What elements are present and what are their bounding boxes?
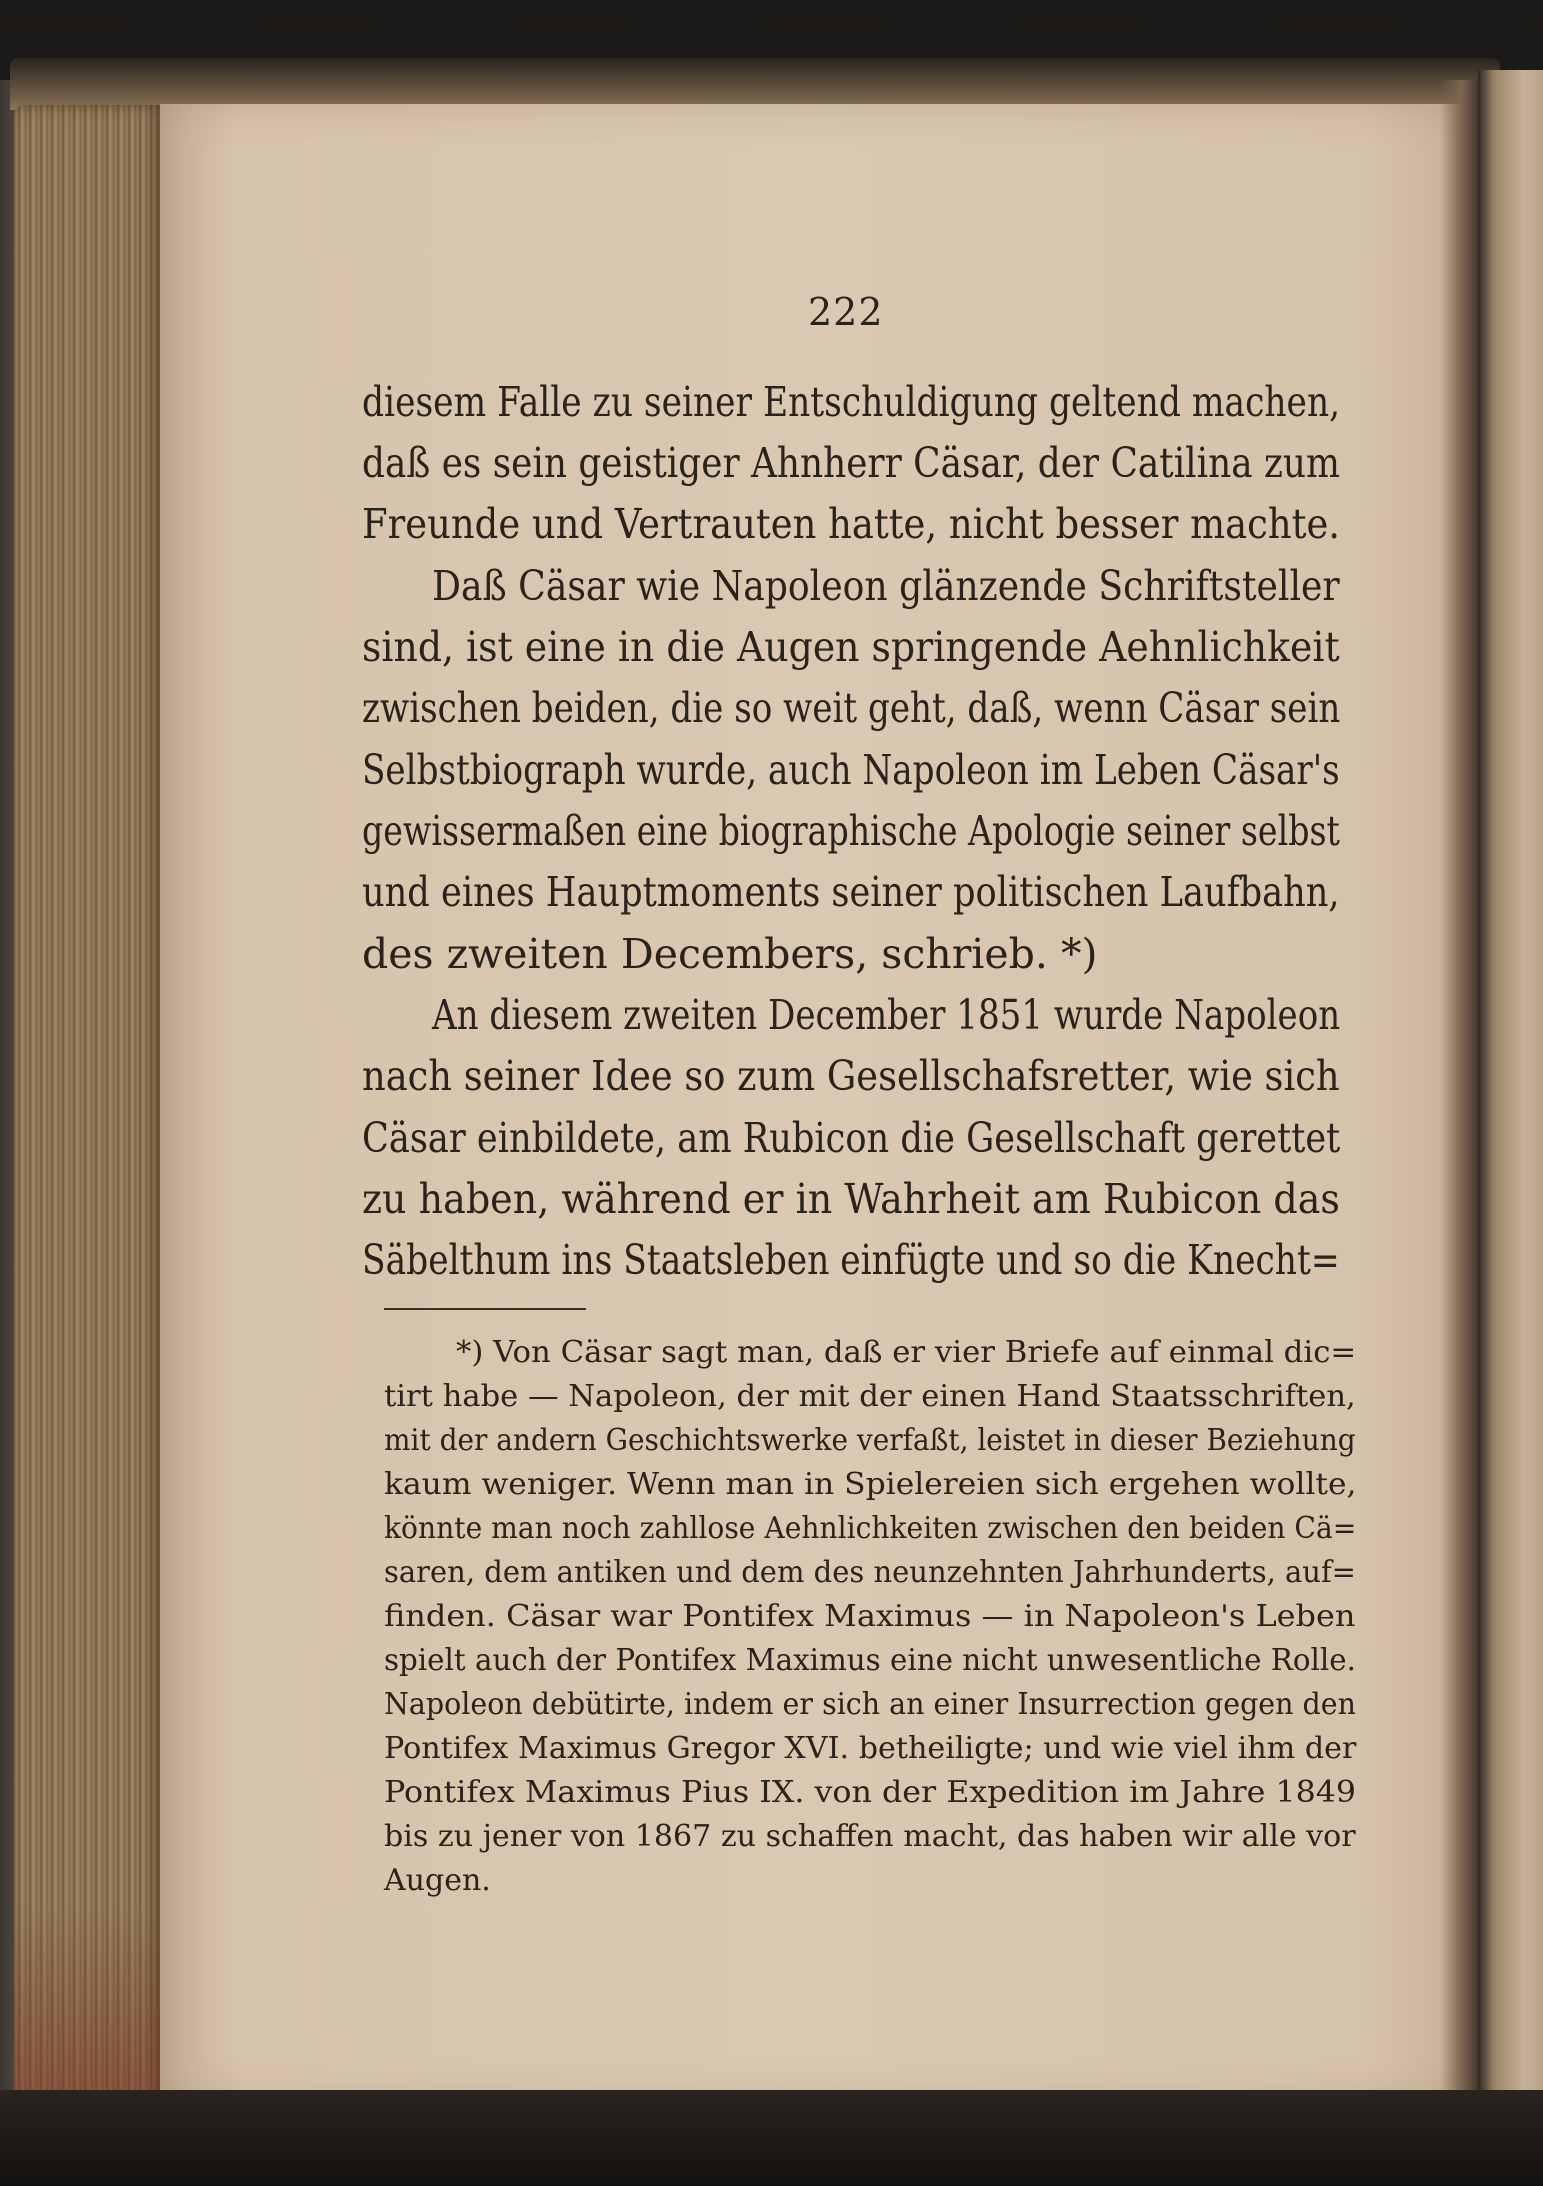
footnote-line: tirt habe — Napoleon, der mit der einen Hand Staatsschriften, [384,1379,1356,1414]
page-number: 222 [808,290,884,334]
facing-page [1478,70,1543,2130]
body-line: Selbstbiograph wurde, auch Napoleon im Leben Cäsar's [362,746,1340,794]
book-cover-bottom [0,2090,1543,2186]
body-line: diesem Falle zu seiner Entschuldigung geltend machen, [362,378,1341,426]
footnote-line: mit der andern Geschichtswerke verfaßt, leistet in dieser Beziehung [384,1423,1356,1458]
body-line: zu haben, während er in Wahrheit am Rubicon das [362,1175,1340,1223]
body-line: Cäsar einbildete, am Rubicon die Gesellschaft gerettet [362,1114,1341,1162]
book-gutter [1440,80,1480,2120]
body-line: nach seiner Idee so zum Gesellschafsretter, wie sich [362,1052,1340,1100]
page-edges [14,105,164,2105]
body-line: des zweiten Decembers, schrieb. *) [362,930,1098,978]
footnote-line: könnte man noch zahllose Aehnlichkeiten zwischen den beiden Cä= [384,1511,1357,1546]
footnote-line: Pontifex Maximus Gregor XVI. betheiligte; und wie viel ihm der [384,1731,1357,1766]
body-line: Freunde und Vertrauten hatte, nicht besser machte. [362,500,1341,548]
body-line: An diesem zweiten December 1851 wurde Napoleon [432,991,1341,1039]
footnote-line: Augen. [384,1863,491,1898]
footnote-line: saren, dem antiken und dem des neunzehnten Jahrhunderts, auf= [384,1555,1356,1590]
body-line: gewissermaßen eine biographische Apologie seiner selbst [362,807,1340,855]
body-line: Daß Cäsar wie Napoleon glänzende Schriftsteller [432,562,1340,610]
footnote-line: spielt auch der Pontifex Maximus eine nicht unwesentliche Rolle. [384,1643,1356,1678]
body-line: und eines Hauptmoments seiner politischen Laufbahn, [362,868,1340,916]
footnote-rule [384,1308,586,1310]
body-line: zwischen beiden, die so weit geht, daß, wenn Cäsar sein [362,684,1341,732]
footnote-line: kaum weniger. Wenn man in Spielereien sich ergehen wollte, [384,1467,1357,1502]
footnote-line: Napoleon debütirte, indem er sich an einer Insurrection gegen den [384,1687,1356,1722]
footnote-line: finden. Cäsar war Pontifex Maximus — in Napoleon's Leben [384,1599,1356,1634]
footnote-line: bis zu jener von 1867 zu schaffen macht, das haben wir alle vor [384,1819,1356,1854]
body-line: sind, ist eine in die Augen springende Aehnlichkeit [362,623,1340,671]
body-line: daß es sein geistiger Ahnherr Cäsar, der Catilina zum [362,439,1341,487]
body-line: Säbelthum ins Staatsleben einfügte und so die Knecht= [362,1236,1340,1284]
footnote-line: Pontifex Maximus Pius IX. von der Expedition im Jahre 1849 [384,1775,1357,1810]
book-cover-top [10,58,1500,110]
page-edges-shadow [14,1905,164,2105]
footnote-line: *) Von Cäsar sagt man, daß er vier Briefe auf einmal dic= [456,1335,1357,1370]
